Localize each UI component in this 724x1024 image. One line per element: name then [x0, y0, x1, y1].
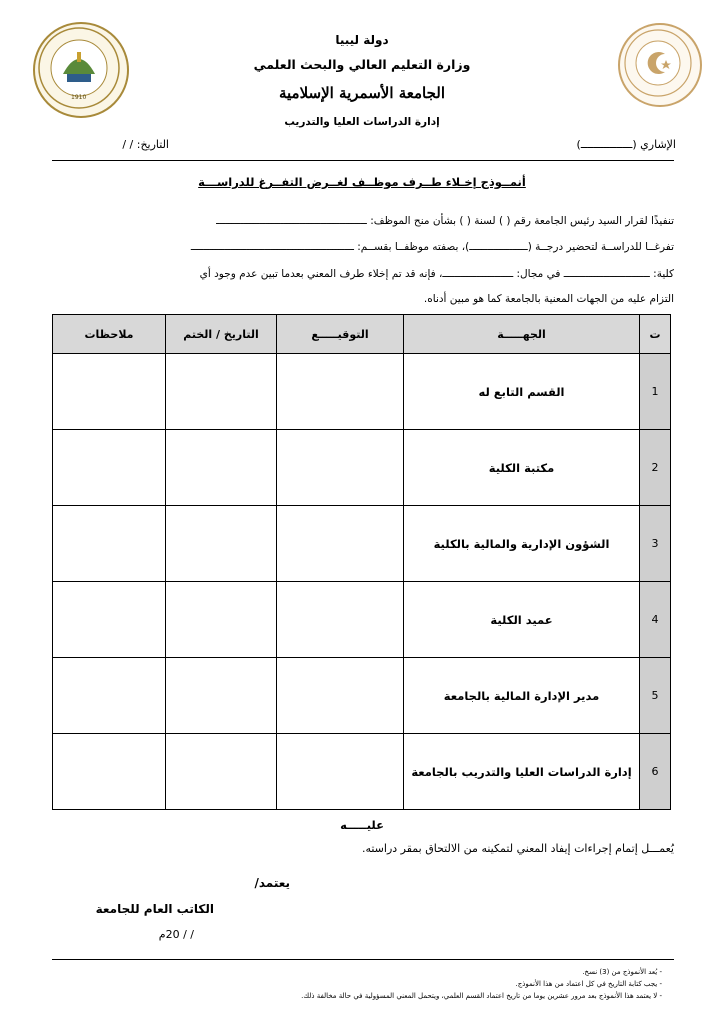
body-line-3: كلية: ــــــــــــــــــــــــــــ في مجال: ـــــــــــــــــــــــ، فإنه قد تم إخلاء طرف المعني بعدما تبين عدم وجود أي [199, 268, 674, 280]
notes-cell[interactable] [53, 430, 166, 506]
closing-approval: يعتمد/ [254, 876, 290, 890]
header-department: إدارة الدراسات العليا والتدريب [284, 116, 440, 128]
table-row [53, 734, 671, 810]
row-entity: مكتبة الكلية [404, 430, 640, 506]
clearance-table [52, 314, 671, 810]
table-row [53, 506, 671, 582]
date-stamp-cell[interactable] [166, 734, 277, 810]
row-entity: عميد الكلية [404, 582, 640, 658]
header-date-stamp: التاريخ / الختم [166, 315, 277, 354]
date-stamp-cell[interactable] [166, 658, 277, 734]
row-entity: القسم التابع له [404, 354, 640, 430]
row-num: 3 [640, 506, 671, 582]
row-entity: إدارة الدراسات العليا والتدريب بالجامعة [404, 734, 640, 810]
body-line-4: التزام عليه من الجهات المعنية بالجامعة كما هو مبين أدناه. [423, 293, 674, 305]
date-stamp-cell[interactable] [166, 430, 277, 506]
date-stamp-cell[interactable] [166, 354, 277, 430]
signature-cell[interactable] [277, 582, 404, 658]
header-divider [52, 160, 674, 161]
date-stamp-cell[interactable] [166, 582, 277, 658]
header-state: دولة ليبيا [335, 33, 389, 47]
closing-instruction: يُعمـــل إتمام إجراءات إيفاد المعني لتمكينه من الالتحاق بمقر دراسته. [361, 842, 674, 855]
state-emblem [618, 23, 702, 107]
notes-cell[interactable] [53, 734, 166, 810]
row-num: 2 [640, 430, 671, 506]
signature-cell[interactable] [277, 506, 404, 582]
footer-divider [52, 959, 674, 960]
row-num: 6 [640, 734, 671, 810]
body-line-1: تنفيذًا لقرار السيد رئيس الجامعة رقم ( ) لسنة ( ) بشأن منح الموظف: ـــــــــــــــــــــــــــــــــــــــــــــــــ [216, 215, 674, 227]
closing-signer: الكاتب العام للجامعة [95, 902, 214, 916]
header-ministry: وزارة التعليم العالي والبحث العلمي [253, 57, 471, 72]
signature-cell[interactable] [277, 354, 404, 430]
row-num: 4 [640, 582, 671, 658]
row-entity: مدير الإدارة المالية بالجامعة [404, 658, 640, 734]
header-notes: ملاحظات [53, 315, 166, 354]
header-date: التاريخ: / / [122, 138, 169, 151]
form-title: أنمــوذج إخـلاء طــرف موظــف لغــرض التفــرغ للدراســـة [198, 175, 526, 189]
notes-cell[interactable] [53, 658, 166, 734]
table-row [53, 658, 671, 734]
footnote-3: - لا يعتمد هذا الأنموذج بعد مرور عشرين يوما من تاريخ اعتماد القسم العلمي، ويتحمل المعني المسؤولية في حالة مخالفة ذلك. [301, 992, 662, 1000]
date-stamp-cell[interactable] [166, 506, 277, 582]
university-logo-year: 1910 [71, 94, 87, 101]
table-row [53, 430, 671, 506]
body-line-2: تفرغــا للدراســة لتحضير درجــة (ـــــــــــــــــــ)، بصفته موظفــا بقســم: ـــــــــــــــــــــــــــــــــــــــــــــــــــــ [190, 241, 674, 253]
table-row [53, 354, 671, 430]
header-num: ت [640, 315, 671, 354]
signature-cell[interactable] [277, 658, 404, 734]
footnote-1: - يُعد الأنموذج من (3) نسخ. [582, 968, 662, 976]
table-header-row [53, 315, 671, 354]
header-entity: الجهـــــة [404, 315, 640, 354]
footnote-2: - يجب كتابة التاريخ في كل اعتماد من هذا الأنموذج. [515, 980, 662, 988]
notes-cell[interactable] [53, 506, 166, 582]
row-entity: الشؤون الإدارية والمالية بالكلية [404, 506, 640, 582]
closing-date-line: / / 20م [158, 928, 194, 941]
reference-number: الإشاري (ــــــــــــــــ) [576, 138, 676, 151]
header-signature: التوقيـــــع [277, 315, 404, 354]
row-num: 5 [640, 658, 671, 734]
signature-cell[interactable] [277, 430, 404, 506]
signature-cell[interactable] [277, 734, 404, 810]
closing-alayh: عليـــــه [340, 818, 384, 832]
header-university: الجامعة الأسمرية الإسلامية [278, 84, 446, 102]
notes-cell[interactable] [53, 354, 166, 430]
notes-cell[interactable] [53, 582, 166, 658]
table-row [53, 582, 671, 658]
row-num: 1 [640, 354, 671, 430]
university-logo [33, 22, 129, 118]
